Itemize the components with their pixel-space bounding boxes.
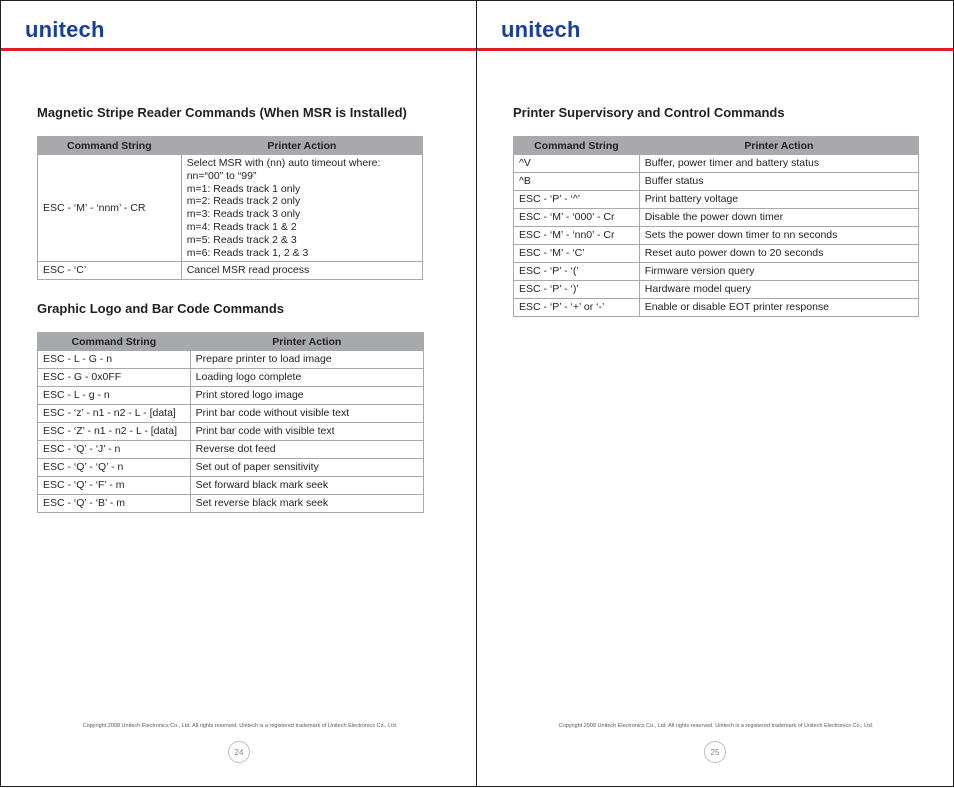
action-line: m=6: Reads track 1, 2 & 3 bbox=[186, 246, 309, 259]
action-cell: Enable or disable EOT printer response bbox=[639, 299, 918, 317]
table-row bbox=[514, 209, 919, 227]
command-cell: ESC - ‘Q’ - ‘F’ - m bbox=[38, 477, 191, 495]
action-cell: Set forward black mark seek bbox=[190, 477, 423, 495]
graphic-command-table bbox=[37, 332, 424, 513]
table-row bbox=[38, 405, 424, 423]
action-cell: Reset auto power down to 20 seconds bbox=[639, 245, 918, 263]
command-cell: ESC - ‘z’ - n1 - n2 - L - [data] bbox=[38, 405, 191, 423]
action-cell: Reverse dot feed bbox=[190, 441, 423, 459]
table-row bbox=[514, 191, 919, 209]
supervisory-command-table bbox=[513, 136, 919, 317]
table-row bbox=[38, 441, 424, 459]
header-rule bbox=[477, 48, 953, 51]
table-row bbox=[38, 387, 424, 405]
copyright-notice: Copyright 2008 Unitech Electronics Co., Ltd. All rights reserved. Unitech is a registered trademark of Unitech Electronics Co., Ltd. bbox=[82, 723, 398, 729]
table-row bbox=[514, 299, 919, 317]
command-cell: ESC - ‘M’ - ‘C’ bbox=[514, 245, 640, 263]
msr-command-table bbox=[37, 136, 423, 280]
action-line: m=2: Reads track 2 only bbox=[186, 195, 301, 208]
action-cell: Cancel MSR read process bbox=[181, 262, 422, 280]
action-cell: Print bar code without visible text bbox=[190, 405, 423, 423]
command-cell: ESC - ‘Z’ - n1 - n2 - L - [data] bbox=[38, 423, 191, 441]
msr-section-title: Magnetic Stripe Reader Commands (When MSR is Installed) bbox=[37, 105, 407, 120]
table-header-row bbox=[38, 333, 424, 351]
command-cell: ESC - ‘M’ - ‘000’ - Cr bbox=[514, 209, 640, 227]
table-row bbox=[514, 245, 919, 263]
command-cell: ESC - L - g - n bbox=[38, 387, 191, 405]
column-header: Command String bbox=[38, 137, 182, 155]
right-page bbox=[476, 0, 954, 787]
action-line: m=1: Reads track 1 only bbox=[186, 182, 301, 195]
table-row bbox=[38, 262, 423, 280]
column-header: Printer Action bbox=[639, 137, 918, 155]
column-header: Printer Action bbox=[190, 333, 423, 351]
column-header: Printer Action bbox=[181, 137, 422, 155]
action-line: m=4: Reads track 1 & 2 bbox=[186, 220, 297, 233]
command-cell: ESC - ‘C’ bbox=[38, 262, 182, 280]
command-cell: ESC - ‘Q’ - ‘Q’ - n bbox=[38, 459, 191, 477]
action-cell: Print battery voltage bbox=[639, 191, 918, 209]
table-row bbox=[38, 155, 423, 262]
unitech-logo: unitech bbox=[501, 17, 581, 42]
action-cell: Disable the power down timer bbox=[639, 209, 918, 227]
table-header-row bbox=[514, 137, 919, 155]
table-row bbox=[514, 227, 919, 245]
action-line: m=5: Reads track 2 & 3 bbox=[186, 233, 297, 246]
command-cell: ESC - ‘P’ - ‘+’ or ‘-’ bbox=[514, 299, 640, 317]
table-row bbox=[38, 369, 424, 387]
command-cell: ESC - ‘Q’ - ‘B’ - m bbox=[38, 495, 191, 513]
command-cell: ESC - ‘P’ - ‘^’ bbox=[514, 191, 640, 209]
action-cell: Print bar code with visible text bbox=[190, 423, 423, 441]
action-cell: Prepare printer to load image bbox=[190, 351, 423, 369]
command-cell: ESC - ‘Q’ - ‘J’ - n bbox=[38, 441, 191, 459]
column-header: Command String bbox=[38, 333, 191, 351]
graphic-section-title: Graphic Logo and Bar Code Commands bbox=[37, 301, 285, 316]
page-number: 24 bbox=[228, 741, 250, 763]
action-cell: Firmware version query bbox=[639, 263, 918, 281]
table-row bbox=[38, 495, 424, 513]
copyright-notice: Copyright 2008 Unitech Electronics Co., Ltd. All rights reserved. Unitech is a registered trademark of Unitech Electronics Co., Ltd. bbox=[558, 723, 874, 729]
table-row bbox=[514, 173, 919, 191]
unitech-logo: unitech bbox=[25, 17, 105, 42]
command-cell: ESC - ‘P’ - ‘(’ bbox=[514, 263, 640, 281]
command-cell: ^V bbox=[514, 155, 640, 173]
table-row bbox=[38, 477, 424, 495]
command-cell: ESC - ‘M’ - ‘nn0’ - Cr bbox=[514, 227, 640, 245]
command-cell: ESC - L - G - n bbox=[38, 351, 191, 369]
action-cell: Buffer status bbox=[639, 173, 918, 191]
table-row bbox=[38, 423, 424, 441]
table-row bbox=[514, 281, 919, 299]
action-line: m=3: Reads track 3 only bbox=[186, 208, 301, 221]
table-row bbox=[514, 155, 919, 173]
action-cell: Loading logo complete bbox=[190, 369, 423, 387]
page-number: 25 bbox=[704, 741, 726, 763]
command-cell: ^B bbox=[514, 173, 640, 191]
table-row bbox=[38, 351, 424, 369]
command-cell: ESC - ‘P’ - ‘)’ bbox=[514, 281, 640, 299]
supervisory-section-title: Printer Supervisory and Control Commands bbox=[513, 105, 785, 120]
action-cell bbox=[181, 155, 422, 262]
action-cell: Hardware model query bbox=[639, 281, 918, 299]
action-cell: Buffer, power timer and battery status bbox=[639, 155, 918, 173]
column-header: Command String bbox=[514, 137, 640, 155]
action-line: nn=“00” to “99” bbox=[186, 169, 257, 182]
command-cell: ESC - ‘M’ - ‘nnm’ - CR bbox=[38, 155, 182, 262]
table-header-row bbox=[38, 137, 423, 155]
header-rule bbox=[1, 48, 477, 51]
action-line: Select MSR with (nn) auto timeout where: bbox=[186, 157, 381, 169]
action-cell: Print stored logo image bbox=[190, 387, 423, 405]
action-cell: Set out of paper sensitivity bbox=[190, 459, 423, 477]
command-cell: ESC - G - 0x0FF bbox=[38, 369, 191, 387]
action-cell: Set reverse black mark seek bbox=[190, 495, 423, 513]
action-cell: Sets the power down timer to nn seconds bbox=[639, 227, 918, 245]
table-row bbox=[38, 459, 424, 477]
table-row bbox=[514, 263, 919, 281]
